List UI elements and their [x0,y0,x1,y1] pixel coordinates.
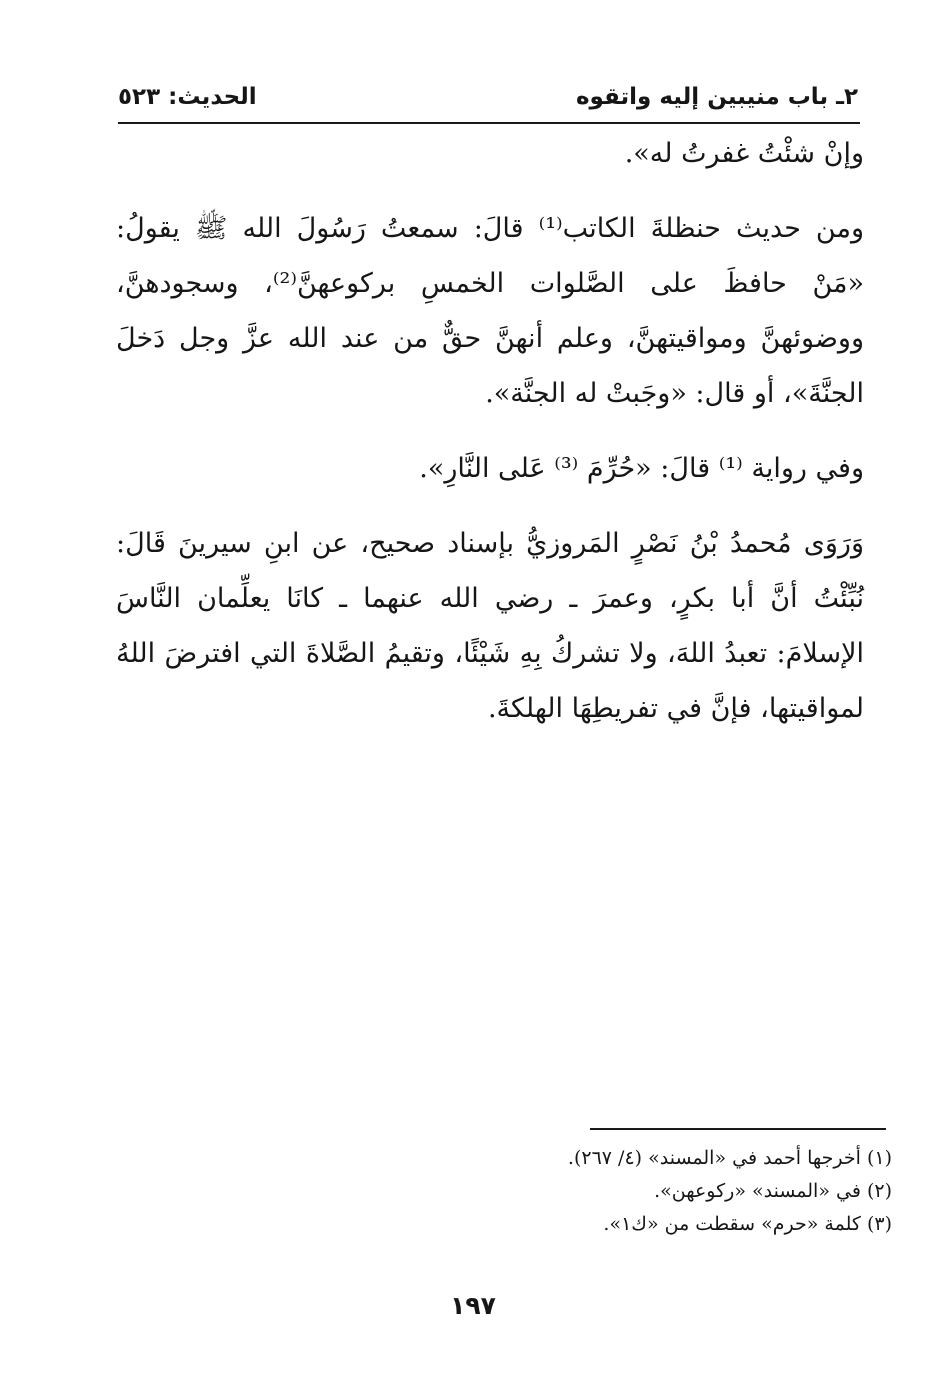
paragraph-marwazi: وَرَوَى مُحمدُ بْنُ نَصْرٍ المَروزيُّ بإسناد صحيح، عن ابنِ سيرينَ قَالَ: نُبِّئْتُ أنَّ أبا بكرٍ، وعمرَ ـ رضي الله عنهما ـ كانَا يعلِّمان النَّاسَ الإسلامَ: تعبدُ اللهَ، ولا تشركُ بِهِ شَيْئًا، وتقيمُ الصَّلاةَ التي افترضَ اللهُ لمواقيتها، فإنَّ في تفريطِهَا الهلكةَ. [116,528,864,724]
header-divider [118,122,860,124]
hadith-number: الحديث: ٥٢٣ [118,84,257,110]
running-header [118,68,858,120]
footnotes [400,1142,892,1241]
page-number: ١٩٧ [450,1291,496,1320]
paragraph-hanzala-hadith: ومن حديث حنظلةَ الكاتب⁽¹⁾ قالَ: سمعتُ رَسُولَ الله ﷺ يقولُ: «مَنْ حافظَ على الصَّلوات الخمسِ بركوعهنَّ⁽²⁾، وسجودهنَّ، ووضوئهنَّ ومواقيتهنَّ، وعلم أنهنَّ حقٌّ من عند الله عزَّ وجل دَخلَ الجنَّةَ»، أو قال: «وجَبتْ له الجنَّة». [116,213,865,409]
footnote-divider [590,1128,886,1130]
chapter-title: ٢ـ باب منيبين إليه واتقوه [575,84,858,110]
paragraph-continuation: وإنْ شئْتُ غفرتُ له». [624,138,864,169]
footnote-2: (٢) في «المسند» «ركوعهن». [654,1180,892,1202]
footnote-1: (١) أخرجها أحمد في «المسند» (٤/ ٢٦٧). [567,1147,892,1169]
paragraph-riwaya: وفي رواية ⁽¹⁾ قالَ: «حُرِّمَ ⁽³⁾ عَلى النَّارِ». [419,453,864,484]
footnote-3: (٣) كلمة «حرم» سقطت من «ك١». [603,1213,892,1235]
main-text [116,126,864,736]
